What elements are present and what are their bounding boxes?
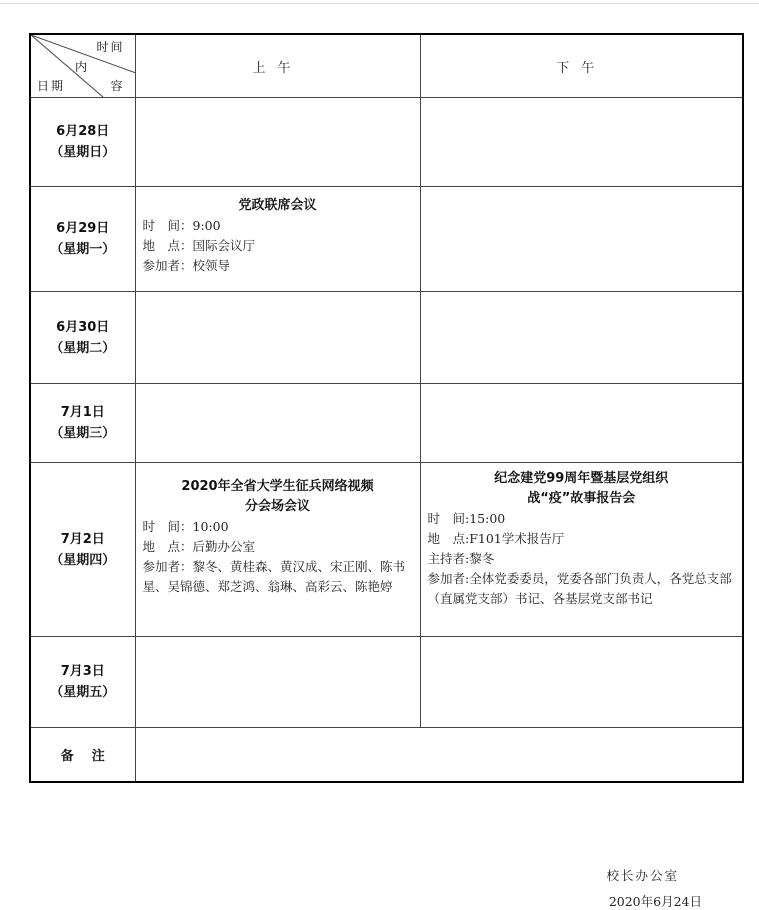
weekday-text: （星期日）: [50, 145, 116, 160]
event-time: 时 间：10:00: [142, 519, 229, 534]
event-title-line1: 纪念建党99周年暨基层党组织: [494, 471, 669, 486]
morning-cell: [135, 98, 420, 187]
event-time: 时 间:15:00: [427, 511, 506, 526]
issue-date: 2020年6月24日: [608, 894, 702, 909]
date-cell: [30, 98, 135, 187]
afternoon-cell: [420, 637, 743, 728]
afternoon-header: 下午: [420, 34, 743, 98]
weekday-text: （星期三）: [50, 426, 116, 441]
morning-header: 上午: [135, 34, 420, 98]
table-row: [30, 637, 743, 728]
corner-nei-label: 内: [75, 60, 88, 74]
event-location: 地 点:F101学术报告厅: [427, 531, 565, 546]
date-text: 6月28日: [56, 124, 110, 139]
table-row: [30, 384, 743, 463]
event-title-line1: 2020年全省大学生征兵网络视频: [181, 479, 374, 494]
afternoon-event-cell: [420, 463, 743, 637]
event-attendees: 参加者：黎冬、黄桂森、黄汉成、宋正刚、陈书星、吴锦德、郑芝鸿、翁琳、高彩云、陈艳婷: [142, 559, 406, 594]
morning-cell: [135, 384, 420, 463]
date-text: 6月29日: [56, 221, 110, 236]
morning-cell: [135, 637, 420, 728]
date-text: 7月3日: [60, 664, 105, 679]
event-title-line2: 战“疫”故事报告会: [527, 491, 636, 506]
weekday-text: （星期五）: [50, 685, 116, 700]
date-cell: [30, 187, 135, 292]
event-title: 党政联席会议: [238, 198, 317, 213]
notes-label: 备注: [30, 728, 135, 782]
event-attendees: 参加者：校领导: [142, 258, 231, 273]
table-row: [30, 98, 743, 187]
table-row: [30, 292, 743, 384]
notes-row: [30, 728, 743, 782]
weekday-text: （星期二）: [50, 340, 116, 356]
corner-cell: [30, 34, 135, 98]
morning-event-cell: [135, 187, 420, 292]
corner-time-label: 时间: [96, 40, 125, 54]
header-row: [30, 34, 743, 98]
top-divider: [0, 3, 759, 4]
morning-cell: [135, 292, 420, 384]
morning-event-cell: [135, 463, 420, 637]
date-cell: [30, 637, 135, 728]
date-text: 7月1日: [60, 405, 105, 420]
notes-cell: [135, 728, 743, 782]
schedule-table: [29, 33, 744, 783]
corner-rong-label: 容: [110, 79, 123, 93]
event-location: 地 点：后勤办公室: [142, 539, 256, 554]
event-location: 地 点：国际会议厅: [142, 238, 256, 253]
afternoon-cell: [420, 98, 743, 187]
corner-date-label: 日期: [37, 79, 66, 93]
table-row: [30, 463, 743, 637]
event-attendees: 参加者:全体党委委员，党委各部门负责人，各党总支部（直属党支部）书记、各基层党支部书记: [427, 571, 732, 606]
event-time: 时 间：9:00: [142, 218, 221, 233]
afternoon-cell: [420, 292, 743, 384]
event-title-line2: 分会场会议: [244, 499, 310, 514]
date-text: 6月30日: [56, 319, 110, 335]
date-cell: [30, 384, 135, 463]
weekday-text: （星期一）: [50, 242, 116, 257]
date-cell: [30, 292, 135, 384]
table-row: [30, 187, 743, 292]
date-cell: [30, 463, 135, 637]
afternoon-cell: [420, 384, 743, 463]
issuing-office: 校长办公室: [606, 868, 679, 883]
event-host: 主持者:黎冬: [427, 551, 495, 566]
date-text: 7月2日: [60, 531, 105, 547]
weekday-text: （星期四）: [50, 552, 116, 568]
afternoon-cell: [420, 187, 743, 292]
